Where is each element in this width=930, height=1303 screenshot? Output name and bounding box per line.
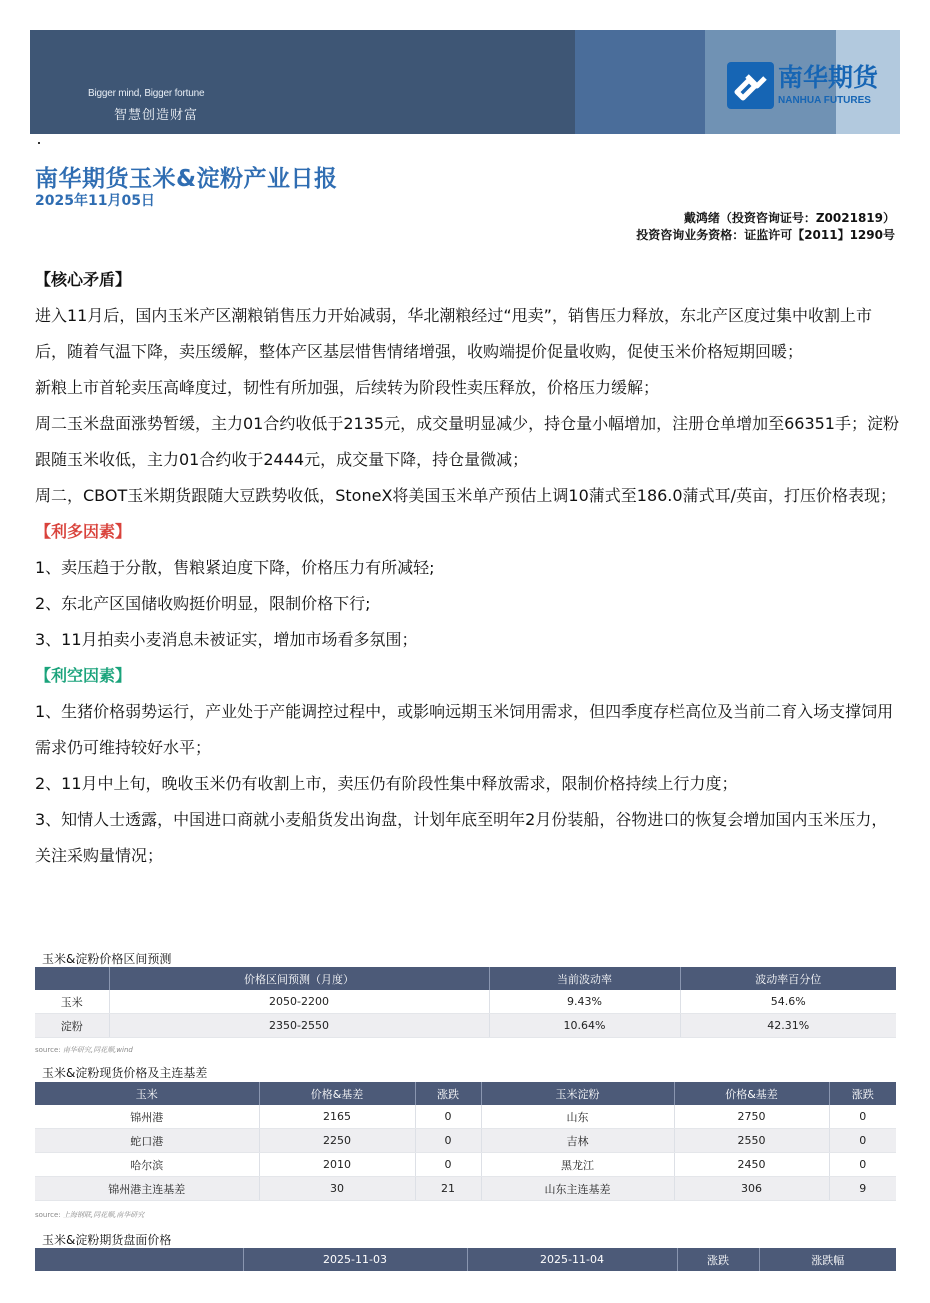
- table-header-row: [35, 1248, 896, 1271]
- table-cell: 2750: [674, 1105, 829, 1129]
- author-info: [636, 210, 895, 244]
- core-paragraph: 周二，CBOT玉米期货跟随大豆跌势收低，StoneX将美国玉米单产预估上调10蒲式至186.0蒲式耳/英亩，打压价格表现；: [35, 486, 896, 505]
- table-cell: 0: [829, 1129, 896, 1153]
- table-cell: 锦州港: [35, 1105, 259, 1129]
- table-cell: 0: [415, 1129, 481, 1153]
- column-header: 涨跌: [829, 1082, 896, 1105]
- table-cell: 0: [829, 1105, 896, 1129]
- table-cell: 10.64%: [489, 1014, 680, 1038]
- table-cell: 2350-2550: [109, 1014, 489, 1038]
- source-text: 南华研究,同花顺,wind: [62, 1046, 133, 1054]
- column-header: 当前波动率: [489, 967, 680, 990]
- column-header: 2025-11-03: [243, 1248, 467, 1271]
- bullish-item: 1、卖压趋于分散，售粮紧迫度下降，价格压力有所减轻;: [35, 558, 435, 577]
- report-date: 2025年11月05日: [35, 193, 155, 209]
- column-header: 玉米: [35, 1082, 259, 1105]
- column-header: 涨跌幅: [759, 1248, 896, 1271]
- table-row: [35, 1014, 896, 1038]
- core-paragraph: 周二玉米盘面涨势暂缓，主力01合约收低于2135元，成交量明显减少，持仓量小幅增加，注册仓单增加至66351手；淀粉跟随玉米收低，主力01合约收于2444元，成交量下降，持仓量微减；: [35, 414, 899, 469]
- table-cell: 2165: [259, 1105, 415, 1129]
- table-cell: 30: [259, 1177, 415, 1201]
- table-cell: 2550: [674, 1129, 829, 1153]
- table-cell: 哈尔滨: [35, 1153, 259, 1177]
- table-cell: 山东主连基差: [481, 1177, 674, 1201]
- table-header-row: [35, 1082, 896, 1105]
- table-cell: 黑龙江: [481, 1153, 674, 1177]
- bullish-item: 3、11月拍卖小麦消息未被证实，增加市场看多氛围；: [35, 630, 418, 649]
- column-header: 价格&基差: [674, 1082, 829, 1105]
- column-header: 波动率百分位: [680, 967, 896, 990]
- bullet-dot: [38, 142, 40, 144]
- core-heading: 【核心矛盾】: [35, 270, 132, 289]
- column-header: 涨跌: [415, 1082, 481, 1105]
- column-header: 玉米淀粉: [481, 1082, 674, 1105]
- futures-price-table-title: 玉米&淀粉期货盘面价格: [42, 1233, 172, 1247]
- bullish-item: 2、东北产区国储收购挺价明显，限制价格下行;: [35, 594, 371, 613]
- table-row: [35, 1129, 896, 1153]
- column-header: 2025-11-04: [467, 1248, 677, 1271]
- source-note: [35, 1210, 144, 1220]
- logo-text-en: NANHUA FUTURES: [778, 95, 871, 106]
- table-cell: 蛇口港: [35, 1129, 259, 1153]
- source-label: source:: [35, 1046, 61, 1054]
- source-text: 上海钢联,同花顺,南华研究: [62, 1211, 145, 1219]
- column-header: 价格&基差: [259, 1082, 415, 1105]
- bearish-item: 3、知情人士透露，中国进口商就小麦船货发出询盘，计划年底至明年2月份装船，谷物进口的恢复会增加国内玉米压力，关注采购量情况；: [35, 810, 888, 865]
- logo-text-cn: 南华期货: [778, 63, 879, 92]
- table-cell: 2250: [259, 1129, 415, 1153]
- table-cell: 2450: [674, 1153, 829, 1177]
- slogan-en: Bigger mind, Bigger fortune: [88, 88, 205, 99]
- table-cell: 2050-2200: [109, 990, 489, 1014]
- banner-band: [575, 30, 705, 134]
- table-row: [35, 1153, 896, 1177]
- table-cell: 306: [674, 1177, 829, 1201]
- bearish-item: 2、11月中上旬，晚收玉米仍有收割上市，卖压仍有阶段性集中释放需求，限制价格持续上行力度；: [35, 774, 738, 793]
- table-cell: 2010: [259, 1153, 415, 1177]
- table-cell: 吉林: [481, 1129, 674, 1153]
- slogan-cn: 智慧创造财富: [114, 108, 199, 123]
- table-cell: 0: [829, 1153, 896, 1177]
- author-line: 戴鸿绪（投资咨询证号：Z0021819）: [683, 211, 895, 225]
- table-row: [35, 1105, 896, 1129]
- table-cell: 42.31%: [680, 1014, 896, 1038]
- license-line: 投资咨询业务资格：证监许可【2011】1290号: [636, 228, 895, 242]
- price-range-table-title: 玉米&淀粉价格区间预测: [42, 952, 172, 966]
- table-header-row: [35, 967, 896, 990]
- futures-price-table: [35, 1248, 896, 1271]
- table-cell: 0: [415, 1153, 481, 1177]
- report-title: 南华期货玉米&淀粉产业日报: [35, 166, 338, 192]
- core-paragraph: 新粮上市首轮卖压高峰度过，韧性有所加强，后续转为阶段性卖压释放，价格压力缓解；: [35, 378, 660, 397]
- bullish-heading: 【利多因素】: [35, 522, 132, 541]
- table-cell: 山东: [481, 1105, 674, 1129]
- column-header: [35, 967, 109, 990]
- table-cell: 9.43%: [489, 990, 680, 1014]
- source-note: [35, 1045, 133, 1055]
- table-cell: 21: [415, 1177, 481, 1201]
- table-cell: 玉米: [35, 990, 109, 1014]
- header-banner: [30, 30, 900, 134]
- table-cell: 54.6%: [680, 990, 896, 1014]
- bearish-heading: 【利空因素】: [35, 666, 132, 685]
- spot-price-table-title: 玉米&淀粉现货价格及主连基差: [42, 1066, 208, 1080]
- bearish-item: 1、生猪价格弱势运行，产业处于产能调控过程中，或影响远期玉米饲用需求，但四季度存栏高位及当前二育入场支撑饲用需求仍可维持较好水平；: [35, 702, 894, 757]
- spot-price-table: [35, 1082, 896, 1201]
- nanhua-logo-icon: [727, 62, 774, 109]
- table-cell: 淀粉: [35, 1014, 109, 1038]
- table-row: [35, 1177, 896, 1201]
- column-header: [35, 1248, 243, 1271]
- table-row: [35, 990, 896, 1014]
- column-header: 价格区间预测（月度）: [109, 967, 489, 990]
- source-label: source:: [35, 1211, 61, 1219]
- table-cell: 9: [829, 1177, 896, 1201]
- price-range-table: [35, 967, 896, 1038]
- table-cell: 0: [415, 1105, 481, 1129]
- column-header: 涨跌: [677, 1248, 759, 1271]
- table-cell: 锦州港主连基差: [35, 1177, 259, 1201]
- core-paragraph: 进入11月后，国内玉米产区潮粮销售压力开始减弱，华北潮粮经过“甩卖”，销售压力释放，东北产区度过集中收割上市后，随着气温下降，卖压缓解，整体产区基层惜售情绪增强，收购端提价促量收购，促使玉米价格短期回暖；: [35, 306, 872, 361]
- report-body: [35, 262, 900, 874]
